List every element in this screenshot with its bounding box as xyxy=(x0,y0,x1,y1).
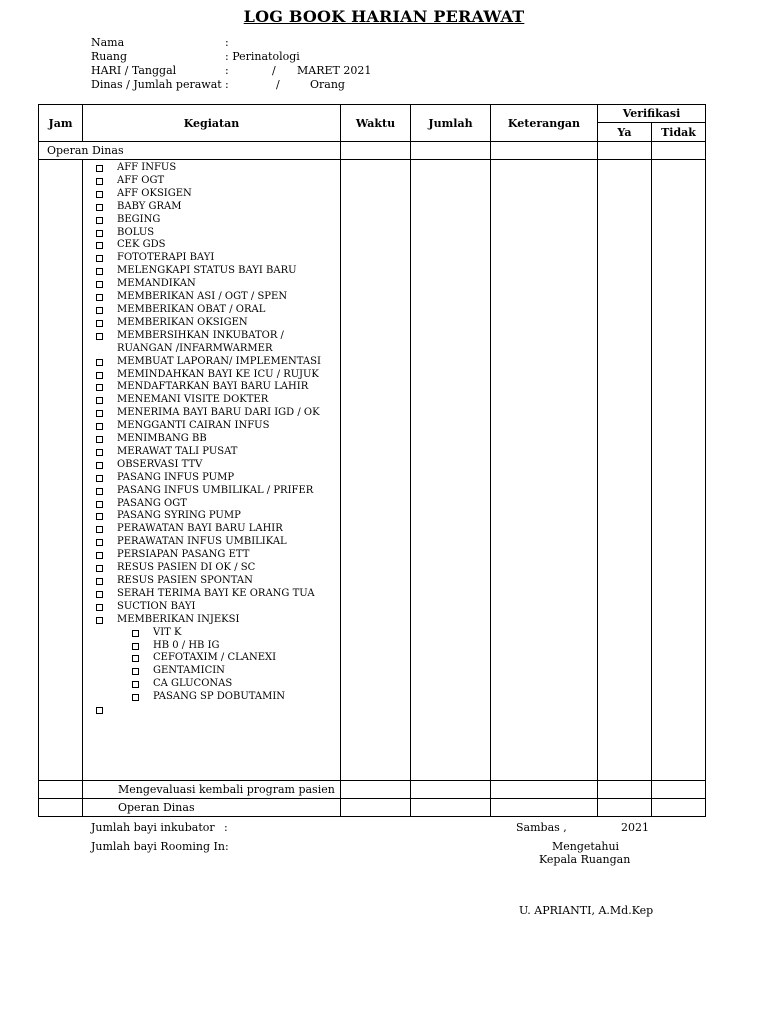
checklist-item-label: CEK GDS xyxy=(117,239,166,251)
checklist-item xyxy=(95,420,340,433)
checklist-item-label: SERAH TERIMA BAYI KE ORANG TUA xyxy=(117,587,315,599)
table-cell[interactable] xyxy=(598,142,652,160)
jam-cell[interactable] xyxy=(39,160,83,781)
table-cell[interactable] xyxy=(491,781,598,799)
checklist-item xyxy=(95,356,340,369)
checklist-item-label: MENIMBANG BB xyxy=(117,433,207,445)
checkbox[interactable] xyxy=(132,655,139,662)
checklist-item-label: MEMBERIKAN INJEKSI xyxy=(117,613,240,625)
operan-dinas-top-label: Operan Dinas xyxy=(39,142,341,160)
dinas-colon: : xyxy=(225,78,229,91)
checklist-item-label: HB 0 / HB IG xyxy=(153,639,220,651)
checklist-item xyxy=(95,330,340,356)
checklist-item-label: CA GLUCONAS xyxy=(153,678,233,690)
checkbox[interactable] xyxy=(96,307,103,314)
checklist-item xyxy=(95,252,340,265)
checklist-item xyxy=(95,394,340,407)
signature-year: 2021 xyxy=(621,821,649,834)
checklist-item-label: RESUS PASIEN DI OK / SC xyxy=(117,562,256,574)
checklist-item xyxy=(95,265,340,278)
checklist-item xyxy=(95,472,340,485)
checkbox[interactable] xyxy=(96,178,103,185)
checkbox[interactable] xyxy=(132,694,139,701)
checklist-item-label: GENTAMICIN xyxy=(153,665,225,677)
checkbox[interactable] xyxy=(96,230,103,237)
checklist-item-label: MERAWAT TALI PUSAT xyxy=(117,445,238,457)
checklist-item xyxy=(95,381,340,394)
rooming-label: Jumlah bayi Rooming In xyxy=(91,840,225,853)
rooming-colon: : xyxy=(225,840,229,853)
col-ya-header: Ya xyxy=(598,123,652,142)
jumlah-cell[interactable] xyxy=(411,160,491,781)
checkbox[interactable] xyxy=(96,384,103,391)
checklist-item xyxy=(95,536,340,549)
checkbox[interactable] xyxy=(96,242,103,249)
checklist-item-label: AFF INFUS xyxy=(117,162,177,173)
checklist-item-label: MEMBERIKAN ASI / OGT / SPEN xyxy=(117,291,288,303)
col-waktu-header: Waktu xyxy=(341,105,411,142)
checklist-item-label: BABY GRAM xyxy=(117,200,182,212)
mengetahui-label: Mengetahui xyxy=(552,840,620,853)
operan-dinas-row-top xyxy=(39,142,706,160)
table-header-row xyxy=(39,105,706,123)
checkbox[interactable] xyxy=(96,488,103,495)
checkbox[interactable] xyxy=(96,320,103,327)
checklist-item xyxy=(95,278,340,291)
checkbox[interactable] xyxy=(132,643,139,650)
checklist-item-label: MENERIMA BAYI BARU DARI IGD / OK xyxy=(117,407,320,419)
checkbox[interactable] xyxy=(96,591,103,598)
checklist-item-label: PASANG INFUS UMBILIKAL / PRIFER xyxy=(117,484,314,496)
checkbox[interactable] xyxy=(96,204,103,211)
checklist-item xyxy=(95,227,340,240)
checklist-item xyxy=(95,588,340,601)
table-cell[interactable] xyxy=(39,799,83,817)
checklist-subitem xyxy=(95,691,340,704)
ruang-label: Ruang xyxy=(91,50,128,63)
dinas-slash: / xyxy=(276,78,280,91)
checklist-item xyxy=(95,407,340,420)
table-cell[interactable] xyxy=(652,142,706,160)
col-tidak-header: Tidak xyxy=(652,123,706,142)
checkbox[interactable] xyxy=(96,436,103,443)
dinas-unit: Orang xyxy=(310,78,345,91)
checkbox[interactable] xyxy=(132,681,139,688)
checklist-item xyxy=(95,175,340,188)
table-cell[interactable] xyxy=(39,781,83,799)
checklist-item-label: SUCTION BAYI xyxy=(117,600,196,612)
checklist-item-label: RESUS PASIEN SPONTAN xyxy=(117,575,253,586)
table-cell[interactable] xyxy=(598,781,652,799)
checklist-item-label: MENGGANTI CAIRAN INFUS xyxy=(117,420,270,432)
checklist-item xyxy=(95,291,340,304)
checklist-item-label: BOLUS xyxy=(117,226,155,238)
checkbox[interactable] xyxy=(96,397,103,404)
checklist-item-label: PASANG OGT xyxy=(117,497,187,509)
signature-place: Sambas , xyxy=(516,821,567,834)
checklist-item-label: MEMANDIKAN xyxy=(117,278,196,290)
table-cell[interactable] xyxy=(598,799,652,817)
col-jumlah-header: Jumlah xyxy=(411,105,491,142)
keterangan-cell[interactable] xyxy=(491,160,598,781)
checkbox[interactable] xyxy=(96,578,103,585)
ruang-value: : Perinatologi xyxy=(225,50,300,63)
table-cell[interactable] xyxy=(341,799,411,817)
checklist-item-label: PASANG INFUS PUMP xyxy=(117,471,235,483)
checkbox[interactable] xyxy=(96,707,103,714)
checkbox[interactable] xyxy=(96,526,103,533)
col-kegiatan-header: Kegiatan xyxy=(83,105,341,142)
table-cell[interactable] xyxy=(491,142,598,160)
checklist-item xyxy=(95,317,340,330)
checklist-item xyxy=(95,562,340,575)
checkbox[interactable] xyxy=(96,281,103,288)
checklist-item-label: AFF OGT xyxy=(117,174,165,186)
checklist-item-label: MEMBERIKAN OKSIGEN xyxy=(117,316,248,328)
checklist-item-label: MEMBUAT LAPORAN/ IMPLEMENTASI xyxy=(117,355,321,367)
checklist-item-label: MEMBERSIHKAN INKUBATOR / RUANGAN /INFARMWARMER xyxy=(117,329,284,354)
checklist-item-label: VIT K xyxy=(153,626,182,638)
checklist-item xyxy=(95,575,340,588)
checkbox[interactable] xyxy=(96,191,103,198)
checklist-item-label: PERAWATAN BAYI BARU LAHIR xyxy=(117,523,283,535)
checkbox[interactable] xyxy=(96,268,103,275)
checklist-item xyxy=(95,614,340,627)
hari-tanggal-slash: / xyxy=(272,64,276,77)
ya-cell[interactable] xyxy=(598,160,652,781)
hari-tanggal-month: MARET 2021 xyxy=(297,64,372,77)
activity-checklist xyxy=(83,160,340,704)
checkbox[interactable] xyxy=(96,539,103,546)
log-table xyxy=(38,104,706,817)
checklist-item-label: MELENGKAPI STATUS BAYI BARU xyxy=(117,265,297,277)
checklist-subitem xyxy=(95,678,340,691)
checklist-item xyxy=(95,304,340,317)
checkbox[interactable] xyxy=(96,552,103,559)
kegiatan-cell xyxy=(83,160,341,781)
checkbox[interactable] xyxy=(96,165,103,172)
checkbox[interactable] xyxy=(96,423,103,430)
dinas-label: Dinas / Jumlah perawat xyxy=(91,78,222,91)
table-cell[interactable] xyxy=(411,799,491,817)
checklist-item-label: MEMINDAHKAN BAYI KE ICU / RUJUK xyxy=(117,368,319,380)
inkubator-label: Jumlah bayi inkubator xyxy=(91,821,215,834)
col-verifikasi-header: Verifikasi xyxy=(598,105,706,123)
evaluasi-label: Mengevaluasi kembali program pasien xyxy=(83,781,341,799)
checklist-item xyxy=(95,433,340,446)
checklist-item-label: OBSERVASI TTV xyxy=(117,458,203,470)
checklist-item xyxy=(95,446,340,459)
checkbox[interactable] xyxy=(132,668,139,675)
tidak-cell[interactable] xyxy=(652,160,706,781)
checklist-item-label: CEFOTAXIM / CLANEXI xyxy=(153,652,277,664)
checklist-item xyxy=(95,459,340,472)
checklist-item xyxy=(95,369,340,382)
table-cell[interactable] xyxy=(652,781,706,799)
checklist-item xyxy=(95,498,340,511)
nama-value[interactable]: : xyxy=(225,36,229,49)
operan-dinas-row-bottom xyxy=(39,799,706,817)
checklist-item-label: MENDAFTARKAN BAYI BARU LAHIR xyxy=(117,381,309,393)
table-cell[interactable] xyxy=(341,781,411,799)
page-title: LOG BOOK HARIAN PERAWAT xyxy=(243,7,525,26)
signer-name: U. APRIANTI, A.Md.Kep xyxy=(519,904,654,917)
checklist-item-label: PASANG SP DOBUTAMIN xyxy=(153,691,286,703)
checkbox[interactable] xyxy=(96,475,103,482)
nama-label: Nama xyxy=(91,36,125,49)
checkbox[interactable] xyxy=(96,513,103,520)
table-cell[interactable] xyxy=(341,142,411,160)
checklist-item-label: FOTOTERAPI BAYI xyxy=(117,252,215,264)
waktu-cell[interactable] xyxy=(341,160,411,781)
checklist-item xyxy=(95,239,340,252)
evaluasi-row xyxy=(39,781,706,799)
checklist-item-label: BEGING xyxy=(117,213,161,225)
checklist-item-label: PERAWATAN INFUS UMBILIKAL xyxy=(117,536,287,548)
table-cell[interactable] xyxy=(652,799,706,817)
checkbox[interactable] xyxy=(96,501,103,508)
operan-dinas-bottom-label: Operan Dinas xyxy=(83,799,341,817)
checkbox[interactable] xyxy=(96,410,103,417)
checkbox[interactable] xyxy=(96,217,103,224)
checklist-item xyxy=(95,523,340,536)
checkbox[interactable] xyxy=(96,565,103,572)
checklist-item-label: MEMBERIKAN OBAT / ORAL xyxy=(117,303,266,315)
activities-row xyxy=(39,160,706,781)
checklist-item xyxy=(95,485,340,498)
checkbox[interactable] xyxy=(96,462,103,469)
checklist-item xyxy=(95,214,340,227)
checklist-subitem xyxy=(95,665,340,678)
checkbox[interactable] xyxy=(96,333,103,340)
table-cell[interactable] xyxy=(411,142,491,160)
checkbox[interactable] xyxy=(96,372,103,379)
inkubator-colon: : xyxy=(224,821,228,834)
checklist-item xyxy=(95,201,340,214)
checklist-item-label: PASANG SYRING PUMP xyxy=(117,510,241,522)
kepala-ruangan-label: Kepala Ruangan xyxy=(539,853,631,866)
checklist-subitem xyxy=(95,627,340,640)
table-cell[interactable] xyxy=(411,781,491,799)
hari-tanggal-label: HARI / Tanggal xyxy=(91,64,177,77)
checklist-item xyxy=(95,510,340,523)
checklist-subitem xyxy=(95,640,340,653)
checklist-item xyxy=(95,188,340,201)
col-keterangan-header: Keterangan xyxy=(491,105,598,142)
checklist-item xyxy=(95,601,340,614)
checklist-item xyxy=(95,549,340,562)
checklist-item xyxy=(95,162,340,175)
checkbox[interactable] xyxy=(96,617,103,624)
checklist-item-label: AFF OKSIGEN xyxy=(117,187,192,199)
col-jam-header: Jam xyxy=(39,105,83,142)
checkbox[interactable] xyxy=(96,449,103,456)
hari-tanggal-colon: : xyxy=(225,64,229,77)
checkbox[interactable] xyxy=(132,630,139,637)
checkbox[interactable] xyxy=(96,359,103,366)
checklist-item-label: MENEMANI VISITE DOKTER xyxy=(117,394,269,406)
checkbox[interactable] xyxy=(96,604,103,611)
checkbox[interactable] xyxy=(96,294,103,301)
table-cell[interactable] xyxy=(491,799,598,817)
checklist-subitem xyxy=(95,652,340,665)
checklist-item-label: PERSIAPAN PASANG ETT xyxy=(117,549,250,561)
checkbox[interactable] xyxy=(96,255,103,262)
